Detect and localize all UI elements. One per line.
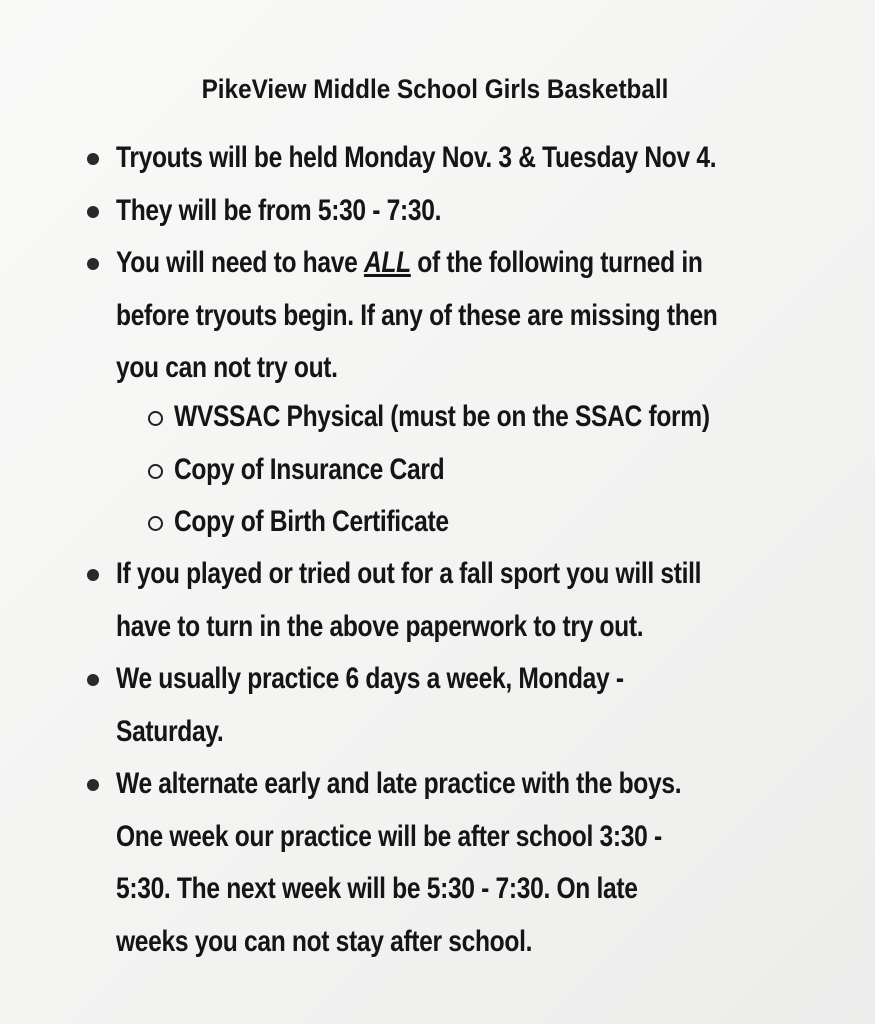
list-item-tryout-dates	[0, 132, 875, 185]
info-list-continued	[0, 548, 875, 968]
list-item-fall-sport	[0, 548, 875, 653]
text-line: you can not try out.	[116, 351, 338, 384]
emphasis-all: ALL	[363, 246, 411, 279]
info-list	[0, 132, 875, 395]
list-item-requirements	[0, 237, 875, 395]
bullet-icon	[87, 569, 99, 581]
list-item-practice-schedule	[0, 758, 875, 968]
circle-bullet-icon	[148, 464, 163, 479]
text-line: We alternate early and late practice with the boys.	[116, 767, 682, 800]
text-line: They will be from 5:30 - 7:30.	[116, 193, 442, 227]
text-line: We usually practice 6 days a week, Monday -	[116, 662, 624, 695]
requirements-sublist	[0, 391, 827, 549]
text-line: Saturday.	[116, 714, 224, 748]
text-line: before tryouts begin. If any of these are missing then	[116, 298, 718, 332]
list-item-practice-days	[0, 653, 875, 758]
text-line: If you played or tried out for a fall sport you will still	[116, 557, 702, 590]
sub-item-insurance: Copy of Insurance Card	[0, 444, 827, 497]
bullet-icon	[87, 258, 99, 270]
text-line: You will need to have ALL of the following turned in	[116, 246, 703, 279]
bullet-icon	[87, 153, 99, 165]
text-line: 5:30. The next week will be 5:30 - 7:30. On late	[116, 872, 638, 905]
text-line: weeks you can not stay after school.	[116, 924, 533, 958]
bullet-icon	[87, 206, 99, 218]
sub-item-birth-certificate: Copy of Birth Certificate	[0, 496, 827, 549]
circle-bullet-icon	[148, 516, 163, 531]
list-item-tryout-times	[0, 185, 875, 238]
sub-item-physical: WVSSAC Physical (must be on the SSAC form)	[0, 391, 827, 444]
text-line: have to turn in the above paperwork to try out.	[116, 609, 644, 643]
circle-bullet-icon	[148, 411, 163, 426]
bullet-icon	[87, 674, 99, 686]
flyer-title: PikeView Middle School Girls Basketball	[201, 74, 669, 104]
text-line: Tryouts will be held Monday Nov. 3 & Tuesday Nov 4.	[116, 141, 717, 174]
text-line: One week our practice will be after school 3:30 -	[116, 819, 662, 853]
bullet-icon	[87, 779, 99, 791]
